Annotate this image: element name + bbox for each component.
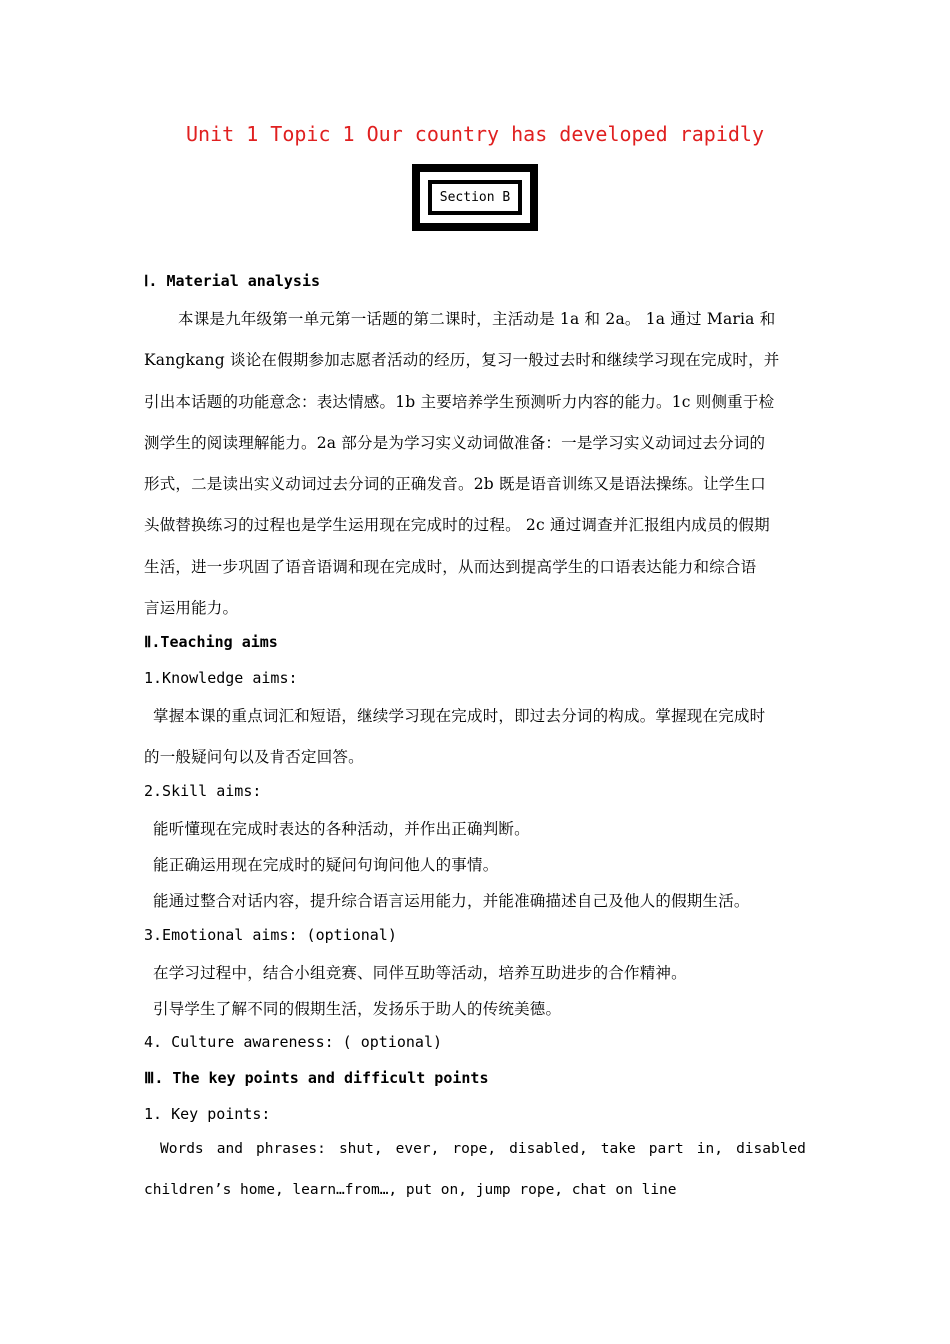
key-word: part (648, 1141, 684, 1157)
material-heading: Ⅰ. Material analysis (144, 272, 321, 290)
key-word: phrases: (256, 1141, 326, 1157)
emotional-aims-line: 在学习过程中，结合小组竞赛、同伴互助等活动，培养互助进步的合作精神。 (153, 964, 687, 982)
culture-awareness-label: 4. Culture awareness: ( optional) (144, 1033, 443, 1051)
aims-heading: Ⅱ.Teaching aims (144, 633, 278, 651)
skill-aims-line: 能通过整合对话内容，提升综合语言运用能力，并能准确描述自己及他人的假期生活。 (153, 892, 750, 910)
section-badge-ring (420, 172, 530, 223)
key-word: Words (160, 1141, 204, 1157)
key-points-heading: Ⅲ. The key points and difficult points (144, 1069, 489, 1087)
material-line: 形式，二是读出实义动词过去分词的正确发音。2b 既是语音训练又是语法操练。让学生口 (144, 475, 766, 493)
knowledge-aims-line: 的一般疑问句以及肯否定回答。 (144, 748, 364, 766)
key-points-label: 1. Key points: (144, 1105, 271, 1123)
skill-aims-label: 2.Skill aims: (144, 782, 262, 800)
emotional-aims-line: 引导学生了解不同的假期生活，发扬乐于助人的传统美德。 (153, 1000, 562, 1018)
material-line: 引出本话题的功能意念：表达情感。1b 主要培养学生预测听力内容的能力。1c 则侧重于检 (144, 393, 775, 411)
section-badge (412, 164, 538, 231)
material-line: 言运用能力。 (144, 599, 239, 617)
key-word: disabled, (509, 1141, 588, 1157)
key-word: and (216, 1141, 243, 1157)
key-word: disabled (736, 1141, 806, 1157)
material-line: 头做替换练习的过程也是学生运用现在完成时的过程。 2c 通过调查并汇报组内成员的假期 (144, 516, 770, 534)
key-word: ever, (395, 1141, 440, 1157)
emotional-aims-label: 3.Emotional aims: (optional) (144, 926, 397, 944)
skill-aims-line: 能正确运用现在完成时的疑问句询问他人的事情。 (153, 856, 499, 874)
section-label: Section B (432, 184, 518, 211)
skill-aims-line: 能听懂现在完成时表达的各种活动，并作出正确判断。 (153, 820, 530, 838)
key-word: take (600, 1141, 636, 1157)
material-line: 本课是九年级第一单元第一话题的第二课时，主活动是 1a 和 2a。 1a 通过 Maria 和 (178, 310, 776, 328)
key-word: shut, (338, 1141, 383, 1157)
material-line: 生活，进一步巩固了语音语调和现在完成时，从而达到提高学生的口语表达能力和综合语 (144, 558, 757, 576)
material-line: 测学生的阅读理解能力。2a 部分是为学习实义动词做准备：一是学习实义动词过去分词的 (144, 434, 766, 452)
knowledge-aims-line: 掌握本课的重点词汇和短语，继续学习现在完成时，即过去分词的构成。掌握现在完成时 (153, 707, 766, 725)
key-words-line (160, 1141, 806, 1157)
key-words-line-2: children’s home, learn…from…, put on, jump rope, chat on line (144, 1182, 677, 1198)
document-title: Unit 1 Topic 1 Our country has developed rapidly (186, 122, 764, 146)
key-word: rope, (452, 1141, 497, 1157)
material-line: Kangkang 谈论在假期参加志愿者活动的经历，复习一般过去时和继续学习现在完成时，并 (144, 351, 780, 369)
knowledge-aims-label: 1.Knowledge aims: (144, 669, 298, 687)
section-badge-inner-ring (428, 180, 522, 215)
key-word: in, (696, 1141, 723, 1157)
